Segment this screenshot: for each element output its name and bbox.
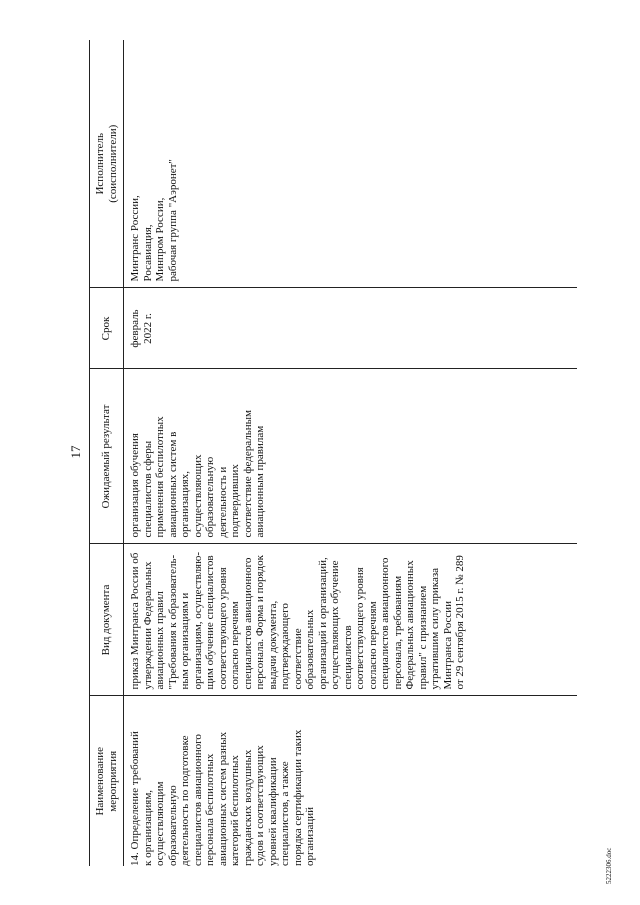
header-document-type: Вид документа [90,544,124,696]
cell-executor: Минтранс России, Росавиация, Минпром России, рабочая группа "Аэронет" [124,40,578,288]
table-row [124,40,578,866]
header-deadline: Срок [90,288,124,369]
page-number: 17 [68,445,83,459]
measures-table [89,40,577,866]
header-event: Наименование мероприятия [90,696,124,866]
cell-document-type: приказ Минтранса России об утверждении Федеральных авиационных правил "Требования к образователь- ным организациям и организациям, осуществляю- щим обучение специалистов соответствующего уровня согласно перечням специалистов авиационного персонала. Форма и порядок выдачи документа, подтверждающего соответствие образовательных организаций и организаций, осуществляющих обучение специалистов соответствующего уровня согласно перечням специалистов авиационного персонала, требованиям Федеральных авиационных правил" с признанием утратившим силу приказа Минтранса России от 29 сентября 2015 г. № 289 [124,544,578,696]
cell-expected-result: организация обучения специалистов сферы применения беспилотных авиационных систем в организациях, осуществляющих образовательную деятельность и подтвердивших соответствие федеральным авиационным правилам [124,369,578,544]
cell-deadline: февраль 2022 г. [124,288,578,369]
header-expected-result: Ожидаемый результат [90,369,124,544]
cell-event: 14. Определение требований к организациям, осуществляющим образовательную деятельность по подготовке специалистов авиационного персонала беспилотных авиационных систем разных категорий беспилотных гражданских воздушных судов и соответствующих уровней квалификации специалистов, а также порядка сертификации таких организаций [129,729,316,866]
header-executor: Исполнитель (соисполнители) [90,40,124,288]
measures-table-frame [89,40,583,866]
table-header-row [90,40,124,866]
file-code: 5222306.doc [605,847,613,884]
